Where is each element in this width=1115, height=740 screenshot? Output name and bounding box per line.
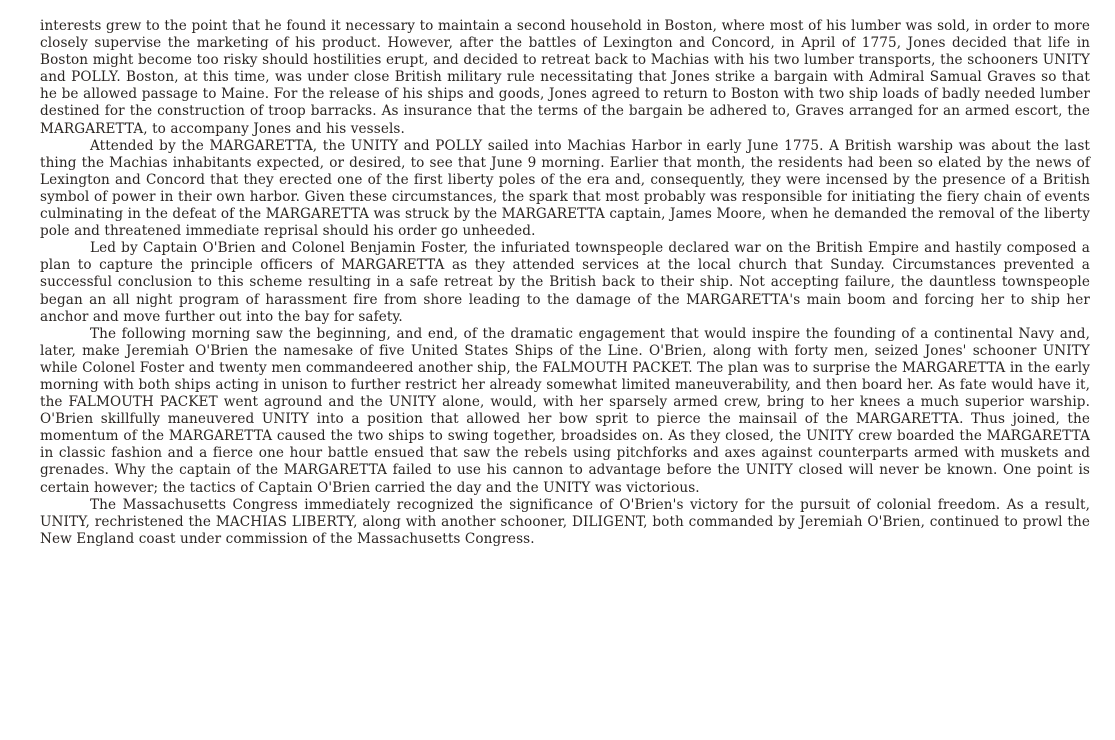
document-page [40,18,1090,548]
paragraph-1: interests grew to the point that he found it necessary to maintain a second household in Boston, where most of his lumber was sold, in order to more closely supervise the marketing of his product. However, after the battles of Lexington and Concord, in April of 1775, Jones decided that life in Boston might become too risky should hostilities erupt, and decided to retreat back to Machias with his two lumber transports, the schooners UNITY and POLLY. Boston, at this time, was under close British military rule necessitating that Jones strike a bargain with Admiral Samual Graves so that he be allowed passage to Maine. For the release of his ships and goods, Jones agreed to return to Boston with two ship loads of badly needed lumber destined for the construction of troop barracks. As insurance that the terms of the bargain be adhered to, Graves arranged for an armed escort, the MARGARETTA, to accompany Jones and his vessels. [40,18,1090,137]
paragraph-2: Attended by the MARGARETTA, the UNITY and POLLY sailed into Machias Harbor in early June 1775. A British warship was about the last thing the Machias inhabitants expected, or desired, to see that June 9 morning. Earlier that month, the residents had been so elated by the news of Lexington and Concord that they erected one of the first liberty poles of the era and, consequently, they were incensed by the presence of a British symbol of power in their own harbor. Given these circumstances, the spark that most probably was responsible for initiating the fiery chain of events culminating in the defeat of the MARGARETTA was struck by the MARGARETTA captain, James Moore, when he demanded the removal of the liberty pole and threatened immediate reprisal should his order go unheeded. [40,137,1090,240]
paragraph-5: The Massachusetts Congress immediately recognized the significance of O'Brien's victory for the pursuit of colonial freedom. As a result, UNITY, rechristened the MACHIAS LIBERTY, along with another schooner, DILIGENT, both commanded by Jeremiah O'Brien, continued to prowl the New England coast under commission of the Massachusetts Congress. [40,496,1090,547]
paragraph-4: The following morning saw the beginning, and end, of the dramatic engagement that would inspire the founding of a continental Navy and, later, make Jeremiah O'Brien the namesake of five United States Ships of the Line. O'Brien, along with forty men, seized Jones' schooner UNITY while Colonel Foster and twenty men commandeered another ship, the FALMOUTH PACKET. The plan was to surprise the MARGARETTA in the early morning with both ships acting in unison to further restrict her already somewhat limited maneuverability, and then board her. As fate would have it, the FALMOUTH PACKET went aground and the UNITY alone, would, with her sparsely armed crew, bring to her knees a much superior warship. O'Brien skillfully maneuvered UNITY into a position that allowed her bow sprit to pierce the mainsail of the MARGARETTA. Thus joined, the momentum of the MARGARETTA caused the two ships to swing together, broadsides on. As they closed, the UNITY crew boarded the MARGARETTA in classic fashion and a fierce one hour battle ensued that saw the rebels using pitchforks and axes against counterparts armed with muskets and grenades. Why the captain of the MARGARETTA failed to use his cannon to advantage before the UNITY closed will never be known. One point is certain however; the tactics of Captain O'Brien carried the day and the UNITY was victorious. [40,325,1090,496]
paragraph-3: Led by Captain O'Brien and Colonel Benjamin Foster, the infuriated townspeople declared war on the British Empire and hastily composed a plan to capture the principle officers of MARGARETTA as they attended services at the local church that Sunday. Circumstances prevented a successful conclusion to this scheme resulting in a safe retreat by the British back to their ship. Not accepting failure, the dauntless townspeople began an all night program of harassment fire from shore leading to the damage of the MARGARETTA's main boom and forcing her to ship her anchor and move further out into the bay for safety. [40,240,1090,325]
